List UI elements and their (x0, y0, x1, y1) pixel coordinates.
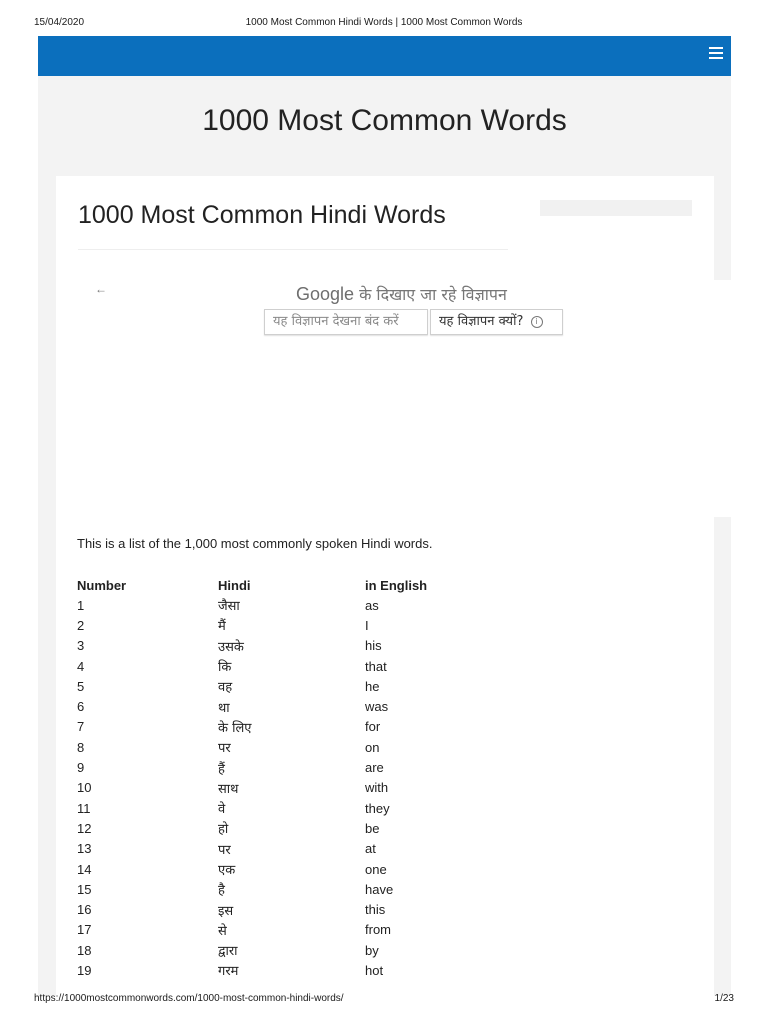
row-number: 19 (77, 962, 92, 978)
row-english: was (365, 699, 389, 715)
table-row (77, 899, 485, 919)
table-row (77, 636, 485, 656)
row-number: 1 (77, 597, 85, 613)
why-this-ad-button[interactable] (430, 309, 563, 335)
info-icon: i (531, 316, 543, 328)
row-number: 9 (77, 760, 85, 776)
row-english: that (365, 658, 387, 674)
row-number: 5 (77, 678, 85, 694)
row-number: 6 (77, 699, 85, 715)
row-hindi: के लिए (218, 720, 252, 736)
row-english: for (365, 719, 381, 735)
row-hindi: उसके (218, 639, 244, 655)
print-date: 15/04/2020 (34, 17, 85, 28)
row-english: have (365, 881, 394, 897)
ad-label (296, 283, 507, 305)
row-hindi: साथ (218, 781, 239, 797)
ad-caption: के दिखाए जा रहे विज्ञापन (359, 285, 507, 304)
table-row (77, 818, 485, 838)
row-number: 18 (77, 942, 92, 958)
row-hindi: गरम (218, 964, 239, 980)
row-hindi: इस (218, 903, 234, 919)
table-row (77, 717, 485, 737)
row-number: 13 (77, 841, 92, 857)
row-hindi: हैं (218, 761, 225, 777)
row-number: 7 (77, 719, 85, 735)
table-row (77, 757, 485, 777)
table-header-row (77, 575, 485, 595)
row-english: at (365, 841, 376, 857)
row-english: from (365, 922, 391, 938)
row-number: 16 (77, 902, 92, 918)
table-row (77, 595, 485, 615)
sidebar-placeholder (540, 200, 692, 216)
row-number: 14 (77, 861, 92, 877)
row-english: they (365, 800, 390, 816)
row-number: 2 (77, 617, 85, 633)
stop-seeing-ad-label: यह विज्ञापन देखना बंद करें (273, 314, 399, 329)
table-row (77, 696, 485, 716)
intro-paragraph: This is a list of the 1,000 most commonly spoken Hindi words. (77, 536, 433, 551)
table-row (77, 778, 485, 798)
row-english: by (365, 942, 379, 958)
row-english: I (365, 617, 369, 633)
row-english: on (365, 739, 380, 755)
row-number: 17 (77, 922, 92, 938)
row-hindi: कि (218, 660, 232, 676)
top-navigation-bar (38, 36, 731, 76)
site-title[interactable]: 1000 Most Common Words (202, 104, 567, 137)
row-hindi: पर (218, 842, 231, 858)
row-hindi: मैं (218, 619, 226, 635)
row-english: his (365, 638, 382, 654)
row-english: this (365, 902, 386, 918)
header-hindi: Hindi (218, 577, 251, 593)
table-row (77, 615, 485, 635)
row-number: 10 (77, 780, 92, 796)
table-row (77, 839, 485, 859)
table-row (77, 676, 485, 696)
row-hindi: था (218, 700, 230, 716)
row-english: hot (365, 962, 384, 978)
ad-back-arrow-icon[interactable]: ← (95, 282, 107, 296)
title-divider (78, 249, 508, 250)
page-edge (714, 280, 731, 517)
row-number: 4 (77, 658, 85, 674)
row-english: be (365, 820, 380, 836)
row-hindi: पर (218, 741, 231, 757)
print-url: https://1000mostcommonwords.com/1000-most-common-hindi-words/ (34, 993, 344, 1004)
post-title: 1000 Most Common Hindi Words (78, 201, 446, 229)
print-page-number: 1/23 (714, 993, 734, 1004)
row-hindi: से (218, 923, 227, 939)
header-number: Number (77, 577, 127, 593)
row-english: as (365, 597, 379, 613)
google-logo: Google (296, 284, 355, 304)
table-row (77, 879, 485, 899)
table-row (77, 656, 485, 676)
print-title: 1000 Most Common Hindi Words | 1000 Most Common Words (245, 17, 523, 28)
table-row (77, 737, 485, 757)
table-row (77, 960, 485, 980)
row-hindi: हो (218, 822, 229, 838)
print-footer (0, 993, 768, 1007)
row-number: 11 (77, 800, 91, 816)
table-row (77, 940, 485, 960)
stop-seeing-ad-button[interactable] (264, 309, 428, 335)
row-english: one (365, 861, 387, 877)
row-number: 15 (77, 881, 92, 897)
row-english: are (365, 760, 384, 776)
hamburger-menu-icon[interactable] (709, 47, 723, 59)
row-hindi: वह (218, 680, 233, 696)
row-hindi: एक (218, 863, 236, 878)
table-row (77, 920, 485, 940)
row-hindi: द्वारा (218, 944, 238, 960)
table-row (77, 798, 485, 818)
table-row (77, 859, 485, 879)
row-number: 8 (77, 739, 85, 755)
why-this-ad-label: यह विज्ञापन क्यों? (439, 314, 524, 329)
row-hindi: है (218, 883, 225, 899)
words-table (77, 575, 485, 981)
row-number: 3 (77, 638, 85, 654)
row-english: he (365, 678, 380, 694)
table-body (77, 595, 485, 981)
row-hindi: जैसा (218, 599, 240, 615)
print-header (0, 17, 768, 31)
header-english: in English (365, 577, 428, 593)
row-number: 12 (77, 820, 92, 836)
row-hindi: वे (218, 802, 226, 818)
row-english: with (365, 780, 389, 796)
